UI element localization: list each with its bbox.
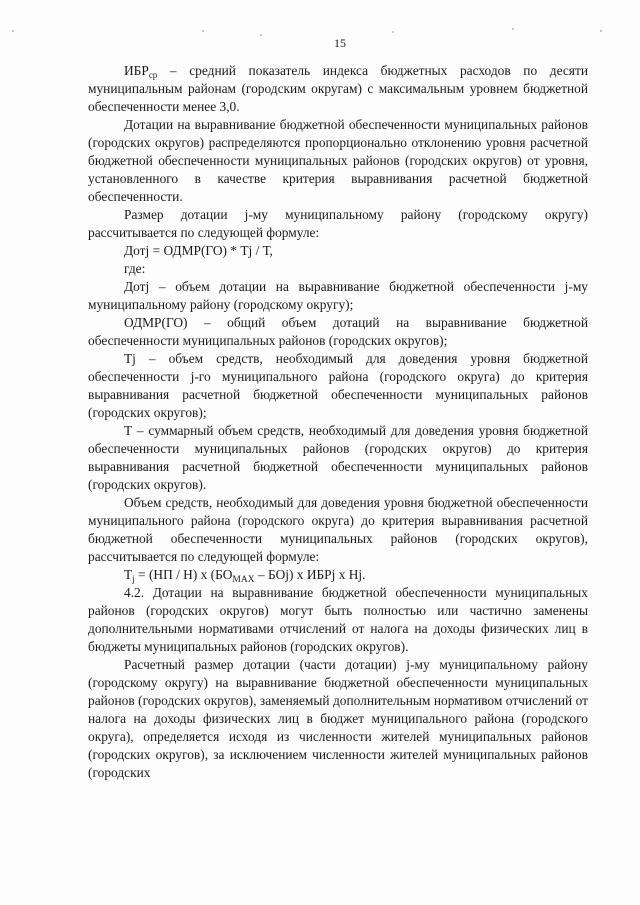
formula-volume bbox=[88, 566, 588, 584]
ibr-text: – средний показатель индекса бюджетных расходов по десяти муниципальным районам (городским округам) с максимальным уровнем бюджетной обеспеченности менее 3,0. bbox=[88, 63, 588, 114]
paragraph-estimated-size: Расчетный размер дотации (части дотации) j-му муниципальному району (городскому округу) на выравнивание бюджетной обеспеченности муниципальных районов (городских округов), заменяемый дополнительным нормативом отчислений от налога на доходы физических лиц в бюджет муниципального района (городского округа), определяется исходя из численности жителей муниципальных районов (городских округов), за исключением численности жителей муниципальных районов (городских bbox=[88, 657, 588, 780]
section-4-2: 4.2. Дотации на выравнивание бюджетной обеспеченности муниципальных районов (городских округов) могут быть полностью или частично заменены дополнительными нормативами отчислений от налога на доходы физических лиц в бюджеты муниципальных районов (городских округов). bbox=[88, 585, 588, 654]
document-body bbox=[88, 62, 588, 782]
paragraph-distribution: Дотации на выравнивание бюджетной обеспеченности муниципальных районов (городских округов) распределяются пропорционально отклонению уровня расчетной бюджетной обеспеченности муниципальных районов (городских округов) от уровня, установленного в качестве критерия выравнивания расчетной бюджетной обеспеченности. bbox=[88, 117, 588, 204]
definition-dotj: Дотj – объем дотации на выравнивание бюджетной обеспеченности j-му муниципальному району (городскому округу); bbox=[88, 279, 588, 312]
definition-t: Т – суммарный объем средств, необходимый для доведения уровня бюджетной обеспеченности муниципальных районов (городских округов) до критерия выравнивания расчетной бюджетной обеспеченности муниципальных районов (городских округов). bbox=[88, 423, 588, 492]
paragraph-size-intro: Размер дотации j-му муниципальному району (городскому округу) рассчитывается по следующей формуле: bbox=[88, 207, 588, 240]
scan-speck bbox=[392, 31, 394, 33]
formula-volume-t-sub: j bbox=[132, 574, 135, 584]
definition-ibr-avg bbox=[88, 62, 588, 116]
ibr-subscript: ср bbox=[148, 70, 158, 80]
paragraph-volume-intro: Объем средств, необходимый для доведения уровня бюджетной обеспеченности муниципального района (городского округа) до критерия выравнивания расчетной бюджетной обеспеченности муниципальных районов (городских округов), рассчитывается по следующей формуле: bbox=[88, 495, 588, 564]
scan-speck bbox=[202, 30, 204, 32]
definition-tj: Тj – объем средств, необходимый для доведения уровня бюджетной обеспеченности j-го муниципального района (городского округа) до критерия выравнивания расчетной бюджетной обеспеченности муниципальных районов (городских округов); bbox=[88, 351, 588, 420]
scan-speck bbox=[512, 28, 514, 30]
scan-speck bbox=[12, 30, 14, 32]
page-number: 15 bbox=[334, 36, 346, 50]
formula-volume-part2: – БОj) x ИБРj x Нj. bbox=[254, 567, 366, 582]
definition-odmr: ОДМР(ГО) – общий объем дотаций на выравнивание бюджетной обеспеченности муниципальных районов (городских округов); bbox=[88, 315, 588, 348]
scan-speck bbox=[600, 30, 602, 32]
ibr-term: ИБР bbox=[124, 63, 149, 78]
formula-volume-max-sub: MAX bbox=[232, 575, 255, 585]
formula-dotation: Дотj = ОДМР(ГО) * Тj / Т, bbox=[124, 243, 273, 258]
formula-volume-t: Т bbox=[124, 567, 133, 582]
where-label: где: bbox=[124, 261, 146, 276]
formula-volume-part1: = (НП / Н) x (БО bbox=[134, 567, 233, 582]
